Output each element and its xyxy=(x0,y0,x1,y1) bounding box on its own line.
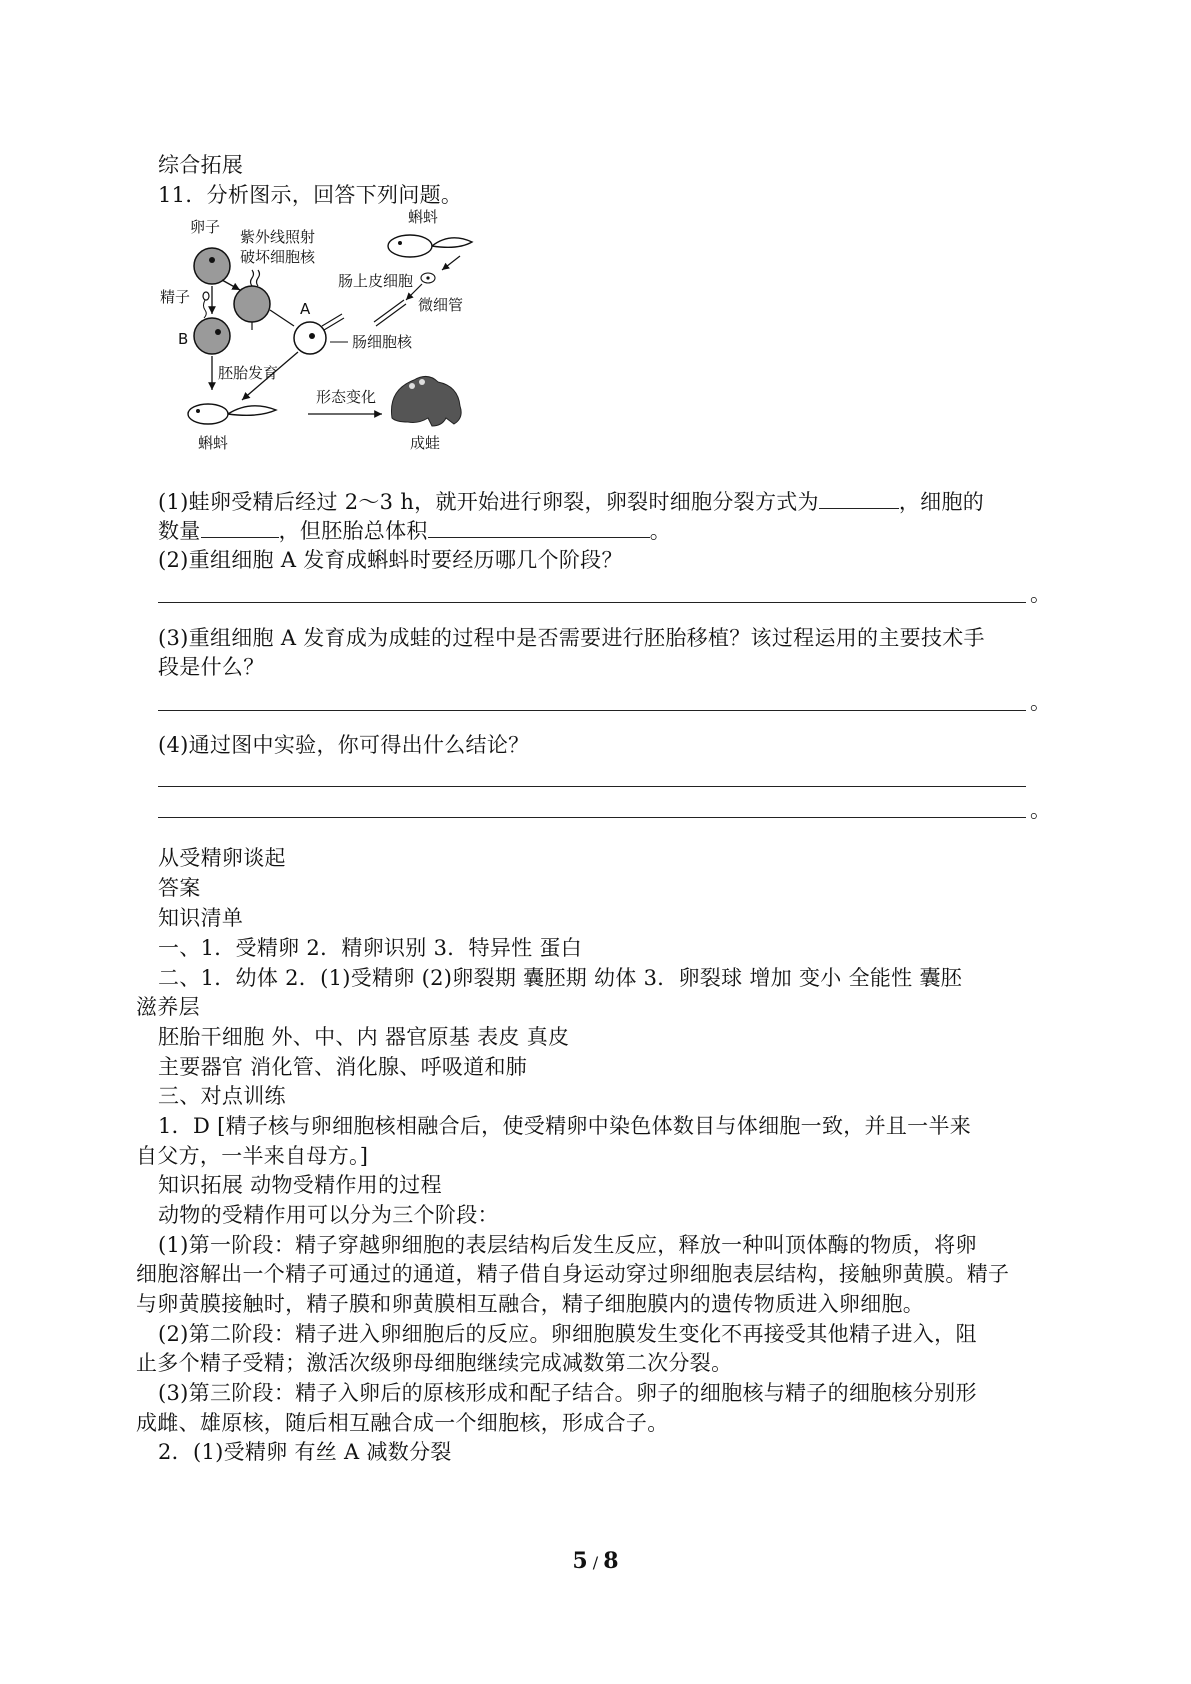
answer-line: 一、1．受精卵 2．精卵识别 3．特异性 蛋白 xyxy=(158,936,583,960)
page-separator: / xyxy=(587,1553,604,1572)
label-micropipette: 微细管 xyxy=(418,296,464,314)
answer-line: 主要器官 消化管、消化腺、呼吸道和肺 xyxy=(158,1055,528,1079)
answer-line: 动物的受精作用可以分为三个阶段： xyxy=(158,1203,499,1227)
label-frog: 成蛙 xyxy=(410,434,441,452)
question-intro: 11．分析图示，回答下列问题。 xyxy=(158,183,463,207)
page-number xyxy=(0,1548,1191,1574)
q4-period: 。 xyxy=(1030,798,1052,822)
q3-line1: (3)重组细胞 A 发育成为成蛙的过程中是否需要进行胚胎移植？该过程运用的主要技术手 xyxy=(158,626,985,650)
label-sperm: 精子 xyxy=(160,288,191,306)
q2-period: 。 xyxy=(1030,582,1052,606)
answer-line: 二、1．幼体 2．(1)受精卵 (2)卵裂期 囊胚期 幼体 3．卵裂球 增加 变小 全能性 囊胚 xyxy=(158,966,963,990)
answer-line: 胚胎干细胞 外、中、内 器官原基 表皮 真皮 xyxy=(158,1025,570,1049)
answer-line: 自父方，一半来自母方。] xyxy=(136,1144,369,1168)
knowledge-list-heading: 知识清单 xyxy=(158,906,244,930)
label-tadpole-bottom: 蝌蚪 xyxy=(198,434,229,452)
q1-text-b: ，细胞的 xyxy=(898,490,985,514)
tadpole-top-icon xyxy=(388,235,472,257)
intestinal-cell-icon xyxy=(421,273,435,283)
uv-rays-icon xyxy=(251,270,260,286)
answer-line: 细胞溶解出一个精子可通过的通道，精子借自身运动穿过卵细胞表层结构，接触卵黄膜。精子 xyxy=(136,1262,1010,1286)
answers-heading: 从受精卵谈起 xyxy=(158,846,286,870)
sperm-icon xyxy=(203,292,209,318)
fertilized-egg xyxy=(194,318,230,354)
answer-line: (3)第三阶段：精子入卵后的原核形成和配子结合。卵子的细胞核与精子的细胞核分别形 xyxy=(158,1381,977,1405)
answer-line: 止多个精子受精；激活次级卵母细胞继续完成减数第二次分裂。 xyxy=(136,1351,733,1375)
answer-line: 三、对点训练 xyxy=(158,1084,286,1108)
answer-line: 滋养层 xyxy=(136,995,200,1019)
answer-line: 1．D [精子核与卵细胞核相融合后，使受精卵中染色体数目与体细胞一致，并且一半来 xyxy=(158,1114,972,1138)
answer-label: 答案 xyxy=(158,876,201,900)
q4-answer-line-1[interactable] xyxy=(158,786,1026,787)
label-uv: 紫外线照射 xyxy=(240,228,316,246)
q3-line2: 段是什么？ xyxy=(158,655,265,679)
q1-line1 xyxy=(158,488,984,516)
label-tadpole-top: 蝌蚪 xyxy=(408,208,439,226)
label-embryo-development: 胚胎发育 xyxy=(218,364,279,382)
q1-line2 xyxy=(158,517,671,545)
label-a: A xyxy=(300,300,311,318)
page-total: 8 xyxy=(603,1548,619,1574)
egg-cell xyxy=(194,248,230,284)
label-morphological-change: 形态变化 xyxy=(316,388,377,406)
q3-answer-line[interactable] xyxy=(158,710,1026,711)
q4-answer-line-2[interactable] xyxy=(158,817,1026,818)
q1-text-e: 。 xyxy=(649,519,672,543)
answer-line: (1)第一阶段：精子穿越卵细胞的表层结构后发生反应，释放一种叫顶体酶的物质，将卵 xyxy=(158,1233,977,1257)
q1-blank-2[interactable] xyxy=(201,517,279,538)
q1-blank-3[interactable] xyxy=(428,517,650,538)
label-intestine-epithelial: 肠上皮细胞 xyxy=(338,272,414,290)
enucleated-egg xyxy=(234,286,270,330)
answer-line: 成雌、雄原核，随后相互融合成一个细胞核，形成合子。 xyxy=(136,1411,669,1435)
page-current: 5 xyxy=(572,1548,588,1574)
q2-answer-line[interactable] xyxy=(158,602,1026,603)
label-destroy-nucleus: 破坏细胞核 xyxy=(240,248,316,266)
answer-line: (2)第二阶段：精子进入卵细胞后的反应。卵细胞膜发生变化不再接受其他精子进入，阻 xyxy=(158,1322,977,1346)
q1-text-a: (1)蛙卵受精后经过 2～3 h，就开始进行卵裂，卵裂时细胞分裂方式为 xyxy=(158,490,819,514)
frog-icon xyxy=(391,376,461,426)
answer-line: 与卵黄膜接触时，精子膜和卵黄膜相互融合，精子细胞膜内的遗传物质进入卵细胞。 xyxy=(136,1292,925,1316)
answer-line: 知识拓展 动物受精作用的过程 xyxy=(158,1173,442,1197)
label-b: B xyxy=(178,330,189,348)
q1-text-d: ，但胚胎总体积 xyxy=(278,519,428,543)
reconstructed-cell-a xyxy=(294,314,344,354)
tadpole-bottom-icon xyxy=(188,404,276,424)
section-title: 综合拓展 xyxy=(158,153,244,177)
label-intestine-nucleus: 肠细胞核 xyxy=(352,333,413,351)
q1-text-c: 数量 xyxy=(158,519,201,543)
answer-line: 2．(1)受精卵 有丝 A 减数分裂 xyxy=(158,1440,452,1464)
experiment-figure xyxy=(160,208,480,486)
q1-blank-1[interactable] xyxy=(819,488,899,509)
q4-text: (4)通过图中实验，你可得出什么结论？ xyxy=(158,733,530,757)
micropipette-icon xyxy=(374,300,406,326)
label-egg: 卵子 xyxy=(190,218,221,236)
q2-text: (2)重组细胞 A 发育成蝌蚪时要经历哪几个阶段？ xyxy=(158,548,623,572)
q3-period: 。 xyxy=(1030,690,1052,714)
